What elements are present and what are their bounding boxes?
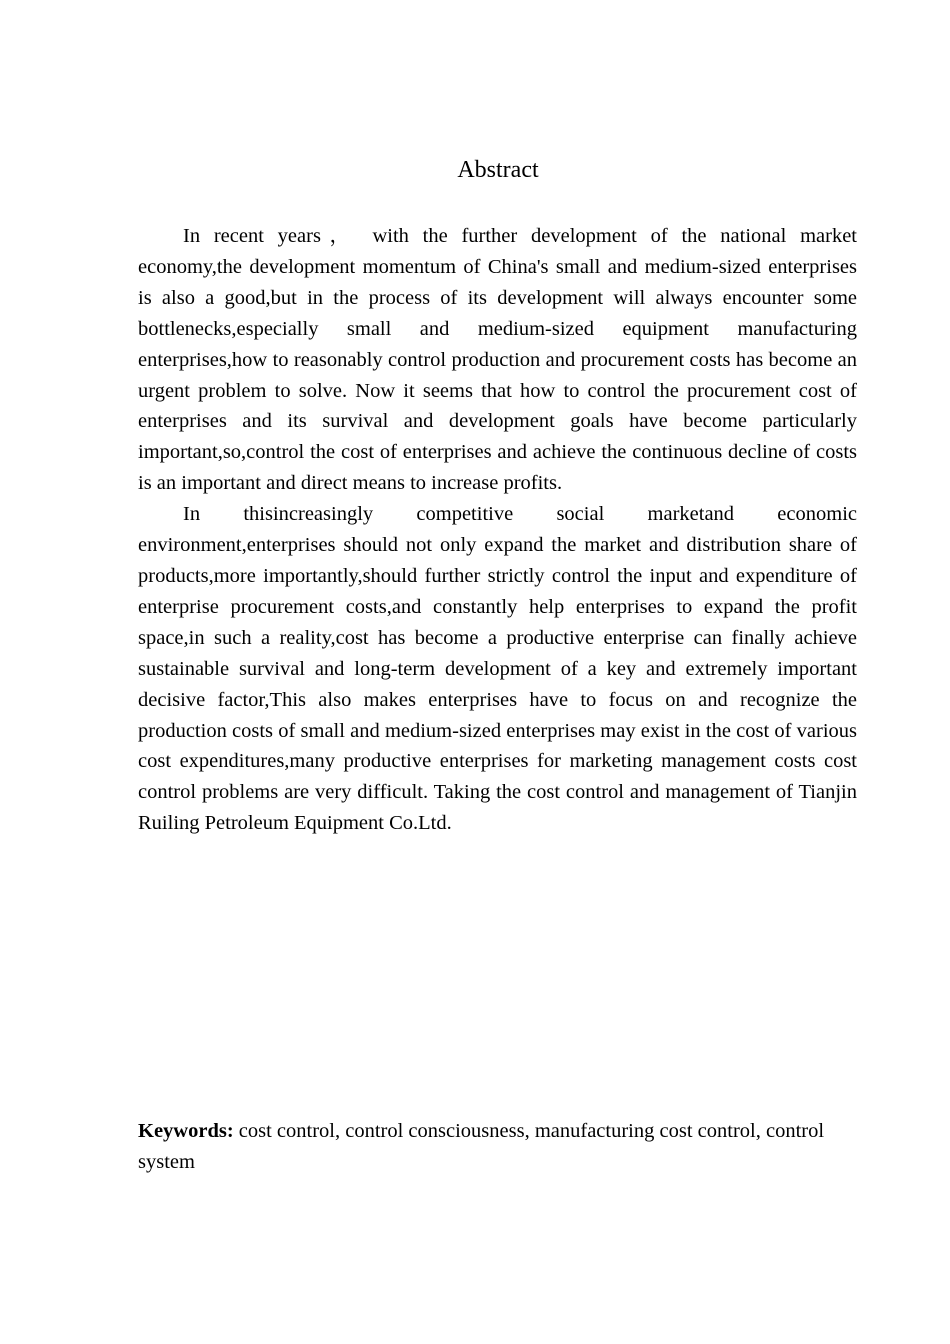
abstract-title: Abstract: [457, 157, 539, 183]
keywords-text: cost control, control consciousness, manufacturing cost control, control system: [138, 1120, 825, 1173]
abstract-paragraph-1: In recent years， with the further development of the national market economy,the development momentum of China's small and medium-sized enterprises is also a good,but in the process of its development will always encounter some bottlenecks,especially small and medium-sized equipment manufacturing enterprises,how to reasonably control production and procurement costs has become an urgent problem to solve. Now it seems that how to control the procurement cost of enterprises and its survival and development goals have become particularly important,so,control the cost of enterprises and achieve the continuous decline of costs is an important and direct means to increase profits.: [138, 225, 857, 495]
abstract-paragraph-2: In thisincreasingly competitive social marketand economic environment,enterprises should not only expand the market and distribution share of products,more importantly,should further strictly control the input and expenditure of enterprise procurement costs,and constantly help enterprises to expand the profit space,in such a reality,cost has become a productive enterprise can finally achieve sustainable survival and long-term development of a key and extremely important decisive factor,This also makes enterprises have to focus on and recognize the production costs of small and medium-sized enterprises may exist in the cost of various cost expenditures,many productive enterprises for marketing management costs cost control problems are very difficult. Taking the cost control and management of Tianjin Ruiling Petroleum Equipment Co.Ltd.: [138, 503, 857, 835]
keywords-label: Keywords:: [138, 1120, 234, 1142]
keywords-line: [138, 1116, 857, 1178]
abstract-body: [138, 221, 857, 839]
